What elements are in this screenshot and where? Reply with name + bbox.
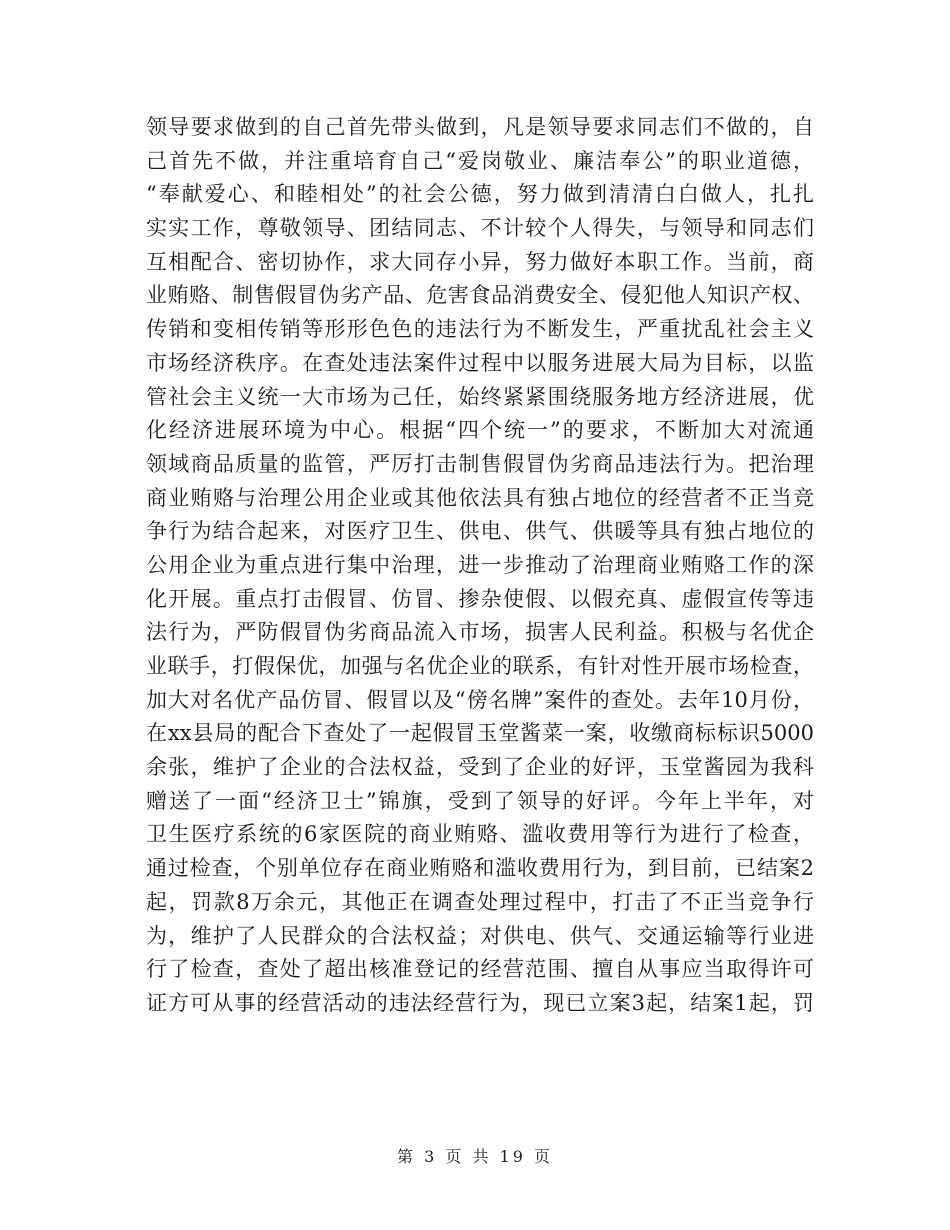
- text-line: 行了检查，查处了超出核准登记的经营范围、擅自从事应当取得许可: [146, 957, 814, 982]
- text-line: 业贿赂、制售假冒伪劣产品、危害食品消费安全、侵犯他人知识产权、: [146, 283, 814, 308]
- text-line: 卫生医疗系统的6家医院的商业贿赂、滥收费用等行为进行了检查，: [146, 822, 814, 847]
- text-line: 化开展。重点打击假冒、仿冒、掺杂使假、以假充真、虚假宣传等违: [146, 586, 814, 611]
- text-line: 公用企业为重点进行集中治理，进一步推动了治理商业贿赂工作的深: [146, 552, 814, 577]
- text-line: 己首先不做，并注重培育自己“爱岗敬业、廉洁奉公”的职业道德，: [146, 148, 814, 173]
- text-line: 商业贿赂与治理公用企业或其他依法具有独占地位的经营者不正当竞: [146, 485, 814, 510]
- text-line: 争行为结合起来，对医疗卫生、供电、供气、供暖等具有独占地位的: [146, 519, 814, 544]
- text-line: 市场经济秩序。在查处违法案件过程中以服务进展大局为目标，以监: [146, 350, 814, 375]
- text-line: 管社会主义统一大市场为己任，始终紧紧围绕服务地方经济进展，优: [146, 384, 814, 409]
- text-line: 互相配合、密切协作，求大同存小异，努力做好本职工作。当前，商: [146, 249, 814, 274]
- text-line: 证方可从事的经营活动的违法经营行为，现已立案3起，结案1起，罚: [146, 990, 814, 1015]
- text-line: 赠送了一面“经济卫士”锦旗，受到了领导的好评。今年上半年，对: [146, 788, 814, 813]
- text-line: “奉献爱心、和睦相处”的社会公德，努力做到清清白白做人，扎扎: [146, 182, 814, 207]
- text-line: 领域商品质量的监管，严厉打击制售假冒伪劣商品违法行为。把治理: [146, 451, 814, 476]
- text-line: 加大对名优产品仿冒、假冒以及“傍名牌”案件的查处。去年10月份，: [146, 687, 814, 712]
- text-line: 余张，维护了企业的合法权益，受到了企业的好评，玉堂酱园为我科: [146, 755, 814, 780]
- document-body: [146, 111, 814, 1021]
- page-number-footer: 第 3 页 共 19 页: [397, 1147, 553, 1166]
- text-line: 为，维护了人民群众的合法权益；对供电、供气、交通运输等行业进: [146, 923, 814, 948]
- text-line: 实实工作，尊敬领导、团结同志、不计较个人得失，与领导和同志们: [146, 216, 814, 241]
- text-line: 通过检查，个别单位存在商业贿赂和滥收费用行为，到目前，已结案2: [146, 856, 814, 881]
- text-line: 传销和变相传销等形形色色的违法行为不断发生，严重扰乱社会主义: [146, 317, 814, 342]
- text-line: 在xx县局的配合下查处了一起假冒玉堂酱菜一案，收缴商标标识5000: [146, 721, 814, 746]
- text-line: 起，罚款8万余元，其他正在调查处理过程中，打击了不正当竞争行: [146, 889, 814, 914]
- text-line: 法行为，严防假冒伪劣商品流入市场，损害人民利益。积极与名优企: [146, 620, 814, 645]
- text-line: 化经济进展环境为中心。根据“四个统一”的要求，不断加大对流通: [146, 418, 814, 443]
- text-line: 业联手，打假保优，加强与名优企业的联系，有针对性开展市场检查，: [146, 654, 814, 678]
- text-line: 领导要求做到的自己首先带头做到，凡是领导要求同志们不做的，自: [146, 115, 814, 139]
